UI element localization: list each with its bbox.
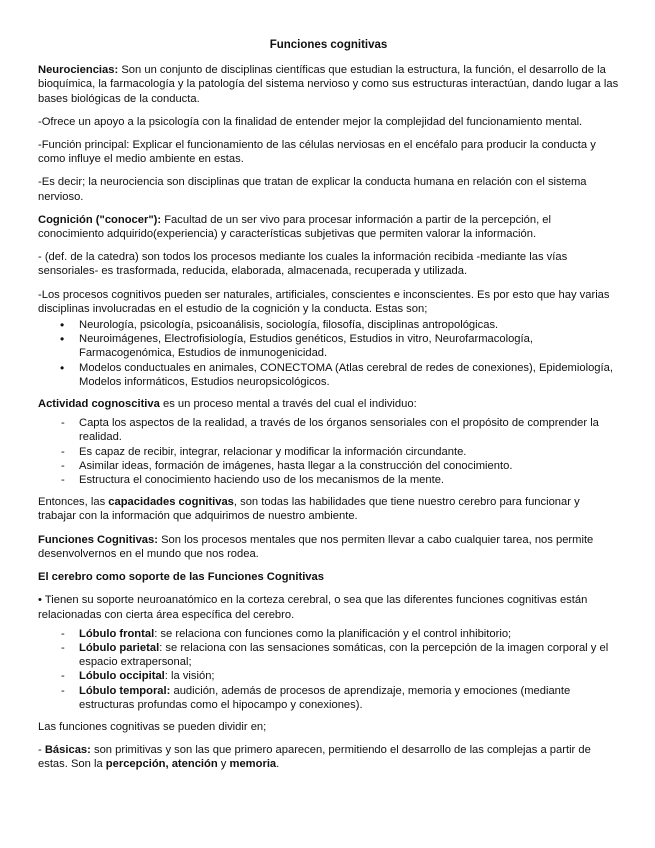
- page-title: Funciones cognitivas: [269, 39, 388, 51]
- soporte-paragraph: • Tienen su soporte neuroanatómico en la corteza cerebral, o sea que las diferentes funciones cognitivas están relacionadas con cierta área específica del cerebro.: [38, 594, 588, 621]
- funcion-principal-paragraph: -Función principal: Explicar el funcionamiento de las células nerviosas en el encéfalo para producir la conducta y como influye el medio ambiente en estas.: [38, 139, 596, 166]
- list-item: [38, 627, 619, 641]
- list-item: • Neuroimágenes, Electrofisiología, Estudios genéticos, Estudios in vitro, Neurofarmacología, Farmacogenómica, Estudios de inmunogenicidad.: [38, 332, 619, 360]
- basicas-term: Básicas:: [44, 744, 91, 757]
- funciones-paragraph: [38, 533, 619, 561]
- capacidades-term: capacidades cognitivas: [108, 496, 234, 509]
- actividad-term: Actividad cognoscitiva: [38, 398, 160, 411]
- dividir-paragraph: Las funciones cognitivas se pueden dividir en;: [38, 720, 267, 733]
- lobulos-list: [38, 627, 619, 712]
- list-item: - Estructura el conocimiento haciendo uso de los mecanismos de la mente.: [38, 473, 619, 487]
- procesos-paragraph: -Los procesos cognitivos pueden ser naturales, artificiales, conscientes e inconscientes. Es por esto que hay varias disciplinas involucradas en el estudio de la cognición y la conducta. Estas son;: [38, 288, 610, 315]
- basicas-text: son primitivas y son las que primero aparecen, permitiendo el desarrollo de las complejas a partir de estas. Son la: [38, 744, 591, 771]
- cerebro-heading: [38, 570, 619, 584]
- list-item: [38, 669, 619, 683]
- capacidades-pre: Entonces, las: [38, 496, 109, 509]
- lobulo-term: Lóbulo temporal:: [79, 684, 171, 697]
- es-decir-paragraph: -Es decir; la neurociencia son disciplinas que tratan de explicar la conducta humana en relación con el sistema nervioso.: [38, 176, 587, 203]
- basicas-pre: -: [38, 744, 45, 757]
- lobulo-text: : se relaciona con las sensaciones somáticas, con la percepción de la imagen corporal y el espacio extrapersonal;: [79, 641, 609, 669]
- capacidades-post: , son todas las habilidades que tiene nuestro cerebro para funcionar y trabajar con la información que adquirimos de nuestro ambiente.: [38, 496, 580, 523]
- list-item: • Neurología, psicología, psicoanálisis, sociología, filosofía, disciplinas antropológicas.: [38, 318, 619, 332]
- cognicion-term: Cognición ("conocer"):: [38, 213, 162, 226]
- neurociencias-term: Neurociencias:: [38, 64, 119, 77]
- list-item: [38, 641, 619, 669]
- list-item: • Modelos conductuales en animales, CONECTOMA (Atlas cerebral de redes de conexiones), Epidemiología, Modelos informáticos, Estudios neuropsicológicos.: [38, 361, 619, 389]
- basicas-term2: percepción, atención: [105, 758, 218, 771]
- list-item: [38, 684, 619, 712]
- list-item: - Asimilar ideas, formación de imágenes, hasta llegar a la construcción del conocimiento.: [38, 459, 619, 473]
- list-item: - Es capaz de recibir, integrar, relacionar y modificar la información circundante.: [38, 445, 619, 459]
- lobulo-text: : la visión;: [164, 670, 215, 683]
- lobulo-term: Lóbulo frontal: [79, 627, 155, 640]
- actividad-list: [38, 416, 619, 487]
- list-item: - Capta los aspectos de la realidad, a través de los órganos sensoriales con el propósito de comprender la realidad.: [38, 416, 619, 444]
- basicas-paragraph: [38, 743, 619, 771]
- cognicion-text: Facultad de un ser vivo para procesar información a partir de la percepción, el conocimiento adquirido(experiencia) y características subjetivas que permiten valorar la información.: [38, 213, 552, 241]
- actividad-paragraph: [38, 397, 619, 411]
- lobulo-term: Lóbulo parietal: [79, 641, 160, 654]
- neurociencias-text: Son un conjunto de disciplinas científicas que estudian la estructura, la función, el desarrollo de la bioquímica, la farmacología y la patología del sistema nervioso y como sus estructuras interactúan, dando lugar a las bases biológicas de la conducta.: [38, 64, 619, 105]
- capacidades-paragraph: [38, 495, 619, 523]
- funciones-term: Funciones Cognitivas:: [38, 533, 158, 546]
- catedra-paragraph: - (def. de la catedra) son todos los procesos mediante los cuales la información recibida -mediante las vías sensoriales- es trasformada, reducida, elaborada, almacenada, recuperada y utilizada.: [38, 251, 568, 278]
- basicas-end: .: [276, 758, 280, 771]
- lobulo-text: : se relaciona con funciones como la planificación y el control inhibitorio;: [154, 627, 512, 640]
- lobulo-term: Lóbulo occipital: [79, 670, 165, 683]
- basicas-mid: y: [217, 758, 230, 771]
- lobulo-text: audición, además de procesos de aprendizaje, memoria y emociones (mediante estructuras profundas como el hipocampo y conexiones).: [79, 684, 571, 711]
- basicas-term3: memoria: [229, 758, 277, 771]
- actividad-text: es un proceso mental a través del cual el individuo:: [159, 398, 417, 411]
- cognicion-paragraph: [38, 213, 619, 241]
- funciones-text: Son los procesos mentales que nos permiten llevar a cabo cualquier tarea, nos permite desenvolvernos en el mundo que nos rodea.: [38, 533, 594, 560]
- neurociencias-paragraph: [38, 63, 619, 106]
- apoyo-paragraph: -Ofrece un apoyo a la psicología con la finalidad de entender mejor la complejidad del funcionamiento mental.: [38, 115, 583, 128]
- cerebro-heading-text: El cerebro como soporte de las Funciones Cognitivas: [38, 571, 324, 584]
- disciplinas-list: [38, 318, 619, 389]
